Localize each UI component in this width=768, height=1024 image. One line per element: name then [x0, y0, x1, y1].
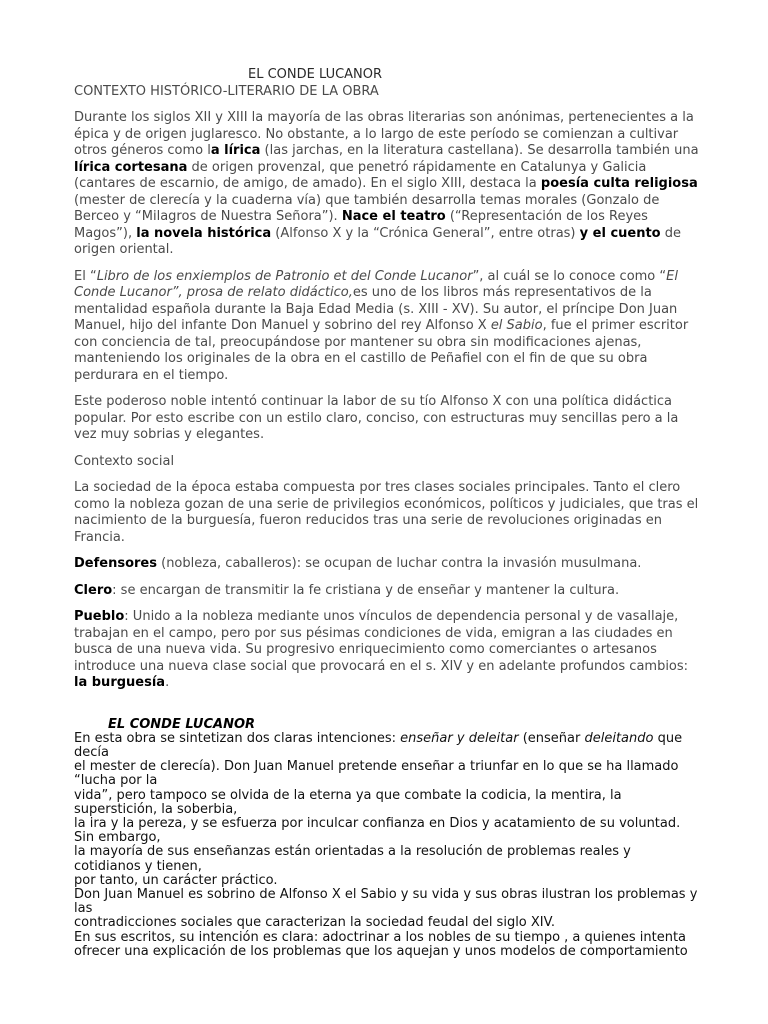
text-run: de origen provenzal, que penetró rápidamente en Catalunya y Galicia (cantares de escarnio, de amigo, de amado). En el siglo XIII, destaca la: [74, 159, 647, 191]
text-run: que: [653, 730, 683, 746]
section-heading-social: Contexto social: [74, 453, 175, 469]
bold-run: Defensores: [74, 556, 157, 571]
bold-run: lírica cortesana: [74, 159, 188, 175]
italic-run: Libro de los enxiemplos de Patronio et del Conde Lucanor: [96, 268, 473, 284]
text-run: (nobleza, caballeros): se ocupan de luchar contra la invasión musulmana.: [156, 556, 642, 571]
text-run: (mester de clerecía y la cuaderna vía) que también desarrolla temas morales (Gonzalo de Berceo y “Milagros de Nuestra Señora”).: [74, 192, 660, 224]
text-run: , fue el primer escritor con conciencia de tal, preocupándose por mantener su obra sin modificaciones ajenas, manteniendo los originales de la obra en el castillo de Peñafiel con el fin de que su obra perdurara en el tiempo.: [74, 318, 689, 383]
text-run: (enseñar: [518, 730, 585, 746]
text-run: : Unido a la nobleza mediante unos vínculos de dependencia personal y de vasallaje, trabajan en el campo, pero por sus pésimas condiciones de vida, emigran a las ciudades en busca de una nueva vida. Su progresivo enriquecimiento como comerciantes o artesanos introduce una nueva clase social que provocará en el s. XIV y en adelante profundos cambios:: [74, 609, 689, 674]
bold-run: la novela histórica: [136, 225, 272, 241]
line: por tanto, un carácter práctico.: [74, 872, 278, 888]
italic-run: El Conde Lucanor”, prosa de relato didáctico,: [74, 268, 678, 300]
text-run: El “: [74, 268, 97, 284]
italic-run: el Sabio: [490, 318, 543, 333]
line: [74, 732, 700, 746]
spacer: [74, 702, 700, 718]
paragraph-clero: [74, 583, 700, 600]
bold-run: Pueblo: [74, 609, 125, 624]
paragraph-defensores: [74, 556, 700, 573]
text-run: de origen oriental.: [74, 225, 682, 257]
line: la mayoría de sus enseñanzas están orientadas a la resolución de problemas reales y: [74, 844, 631, 860]
section-heading: EL CONDE LUCANOR: [108, 716, 256, 732]
line: ofrecer una explicación de los problemas que los aquejan y unos modelos de comportamiento: [74, 943, 688, 959]
paragraph-noble: Este poderoso noble intentó continuar la labor de su tío Alfonso X con una política didáctica popular. Por esto escribe con un estilo claro, conciso, con estructuras muy sencillas pero a la vez muy sobrias y elegantes.: [74, 394, 679, 442]
bold-run: la burguesía: [74, 675, 166, 690]
text-run: (Alfonso X y la “Crónica General”, entre otras): [271, 225, 580, 241]
text-run: es uno de los libros más representativos de la mentalidad española durante la Baja Edad Media (s. XIII - XV). Su autor, el príncipe Don Juan Manuel, hijo del infante Don Manuel y sobrino del rey Alfonso X: [74, 285, 678, 333]
line: el mester de clerecía). Don Juan Manuel pretende enseñar a triunfar en lo que se ha llamado: [74, 759, 679, 775]
bold-run: a lírica: [210, 143, 261, 158]
text-run: Durante los siglos XII y XIII la mayoría de las obras literarias son anónimas, pertenecientes a la épica y de origen juglaresco. No obstante, a lo largo de este período se comienzan a cultivar otros géneros como l: [74, 110, 694, 158]
document-subtitle: CONTEXTO HISTÓRICO-LITERARIO DE LA OBRA: [74, 84, 379, 99]
paragraph-context: [74, 110, 700, 259]
italic-run: enseñar y deleitar: [400, 730, 519, 746]
line: “lucha por la: [74, 773, 158, 789]
line: contradicciones sociales que caracterizan la sociedad feudal del siglo XIV.: [74, 915, 555, 931]
italic-run: deleitando: [584, 730, 654, 746]
line: En sus escritos, su intención es clara: adoctrinar a los nobles de su tiempo , a quienes intenta: [74, 929, 687, 945]
line: Sin embargo,: [74, 830, 161, 846]
line: la ira y la pereza, y se esfuerza por inculcar confianza en Dios y acatamiento de su voluntad.: [74, 815, 681, 831]
line: superstición, la soberbia,: [74, 801, 238, 817]
line: las: [74, 901, 93, 917]
paragraph-pueblo: [74, 609, 700, 692]
line: vida”, pero tampoco se olvida de la eterna ya que combate la codicia, la mentira, la: [74, 787, 622, 803]
paragraph-society: La sociedad de la época estaba compuesta por tres clases sociales principales. Tanto el clero como la nobleza gozan de una serie de privilegios económicos, políticos y judiciales, que tras el nacimiento de la burguesía, fueron reducidos tras una serie de revoluciones originadas en Francia.: [74, 480, 699, 545]
section-conde-lucanor: [74, 718, 700, 959]
text-run: : se encargan de transmitir la fe cristiana y de enseñar y mantener la cultura.: [112, 582, 620, 598]
bold-run: y el cuento: [579, 225, 661, 241]
bold-run: poesía culta religiosa: [540, 176, 698, 191]
text-run: En esta obra se sintetizan dos claras intenciones:: [74, 730, 401, 746]
text-run: (“Representación de los Reyes Magos”),: [74, 209, 648, 241]
document-title: EL CONDE LUCANOR: [248, 67, 383, 82]
line: Don Juan Manuel es sobrino de Alfonso X el Sabio y su vida y sus obras ilustran los problemas y: [74, 886, 698, 902]
text-run: ”, al cuál se lo conoce como “: [472, 268, 667, 284]
document-page: [74, 66, 700, 959]
line: decía: [74, 744, 109, 760]
bold-run: Nace el teatro: [341, 209, 446, 224]
text-run: (las jarchas, en la literatura castellana). Se desarrolla también una: [260, 143, 699, 158]
paragraph-book: [74, 269, 700, 385]
text-run: .: [165, 675, 170, 690]
bold-run: Clero: [74, 582, 113, 598]
line: cotidianos y tienen,: [74, 858, 202, 874]
